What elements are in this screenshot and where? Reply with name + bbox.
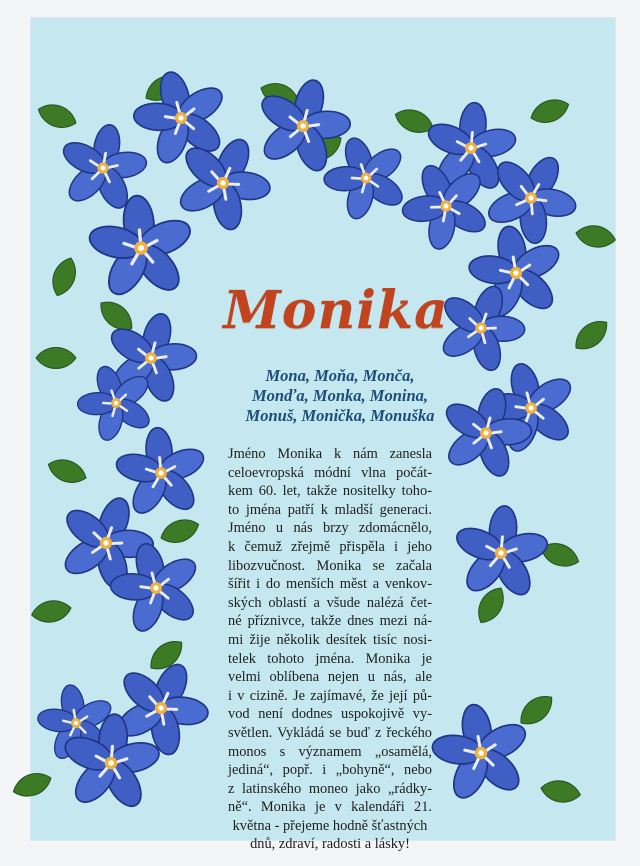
description-line: libozvučnost. Monika se začala	[228, 557, 432, 574]
name-title: Monika	[223, 280, 449, 341]
description-line: vod není dodnes uspokojivě vy-	[228, 706, 432, 723]
description-line: mi žije několik desítek tisíc nosi-	[228, 631, 432, 648]
name-variants	[206, 366, 474, 426]
description-line: šířit i do menších měst a venkov-	[228, 576, 432, 593]
description-line: května - přejeme hodně šťastných	[232, 817, 428, 834]
description-line: ských oblastí a všude nalézá čet-	[228, 594, 432, 611]
description-line: světlen. Vykládá se buď z řeckého	[228, 724, 432, 741]
variant-line: Mona, Moňa, Monča,	[265, 366, 415, 385]
description-line: né příznivce, takže dnes mezi ná-	[228, 613, 432, 630]
name-description	[228, 445, 432, 854]
description-line: Jméno Monika k nám zanesla	[228, 446, 432, 462]
description-line: monos s významem „osamělá,	[228, 743, 432, 760]
description-line: k čemuž zřejmě přispěla i jeho	[228, 538, 432, 555]
name-card	[31, 18, 615, 853]
description-line: velmi oblíbena nejen u nás, ale	[228, 669, 432, 686]
description-line: to jména patří k mladší generaci.	[228, 501, 432, 518]
description-line: celoevropská módní vlna počát-	[228, 464, 432, 481]
variant-line: Monďa, Monka, Monina,	[251, 386, 429, 405]
description-line: jediná“, popř. i „bohyně“, nebo	[228, 762, 432, 779]
description-line: z latinského moneo jako „rádky-	[228, 780, 432, 797]
description-line: telek tohoto jména. Monika je	[228, 650, 432, 667]
description-line: kem 60. let, takže nositelky toho-	[228, 483, 432, 500]
description-line: Jméno u nás brzy zdomácnělo,	[228, 520, 432, 537]
description-line: i v cizině. Je zajímavé, že její pů-	[228, 687, 432, 704]
variant-line: Monuš, Monička, Monuška	[245, 406, 435, 425]
description-line: dnů, zdraví, radosti a lásky!	[250, 836, 410, 853]
description-line: ně“. Monika je v kalendáři 21.	[228, 799, 432, 816]
